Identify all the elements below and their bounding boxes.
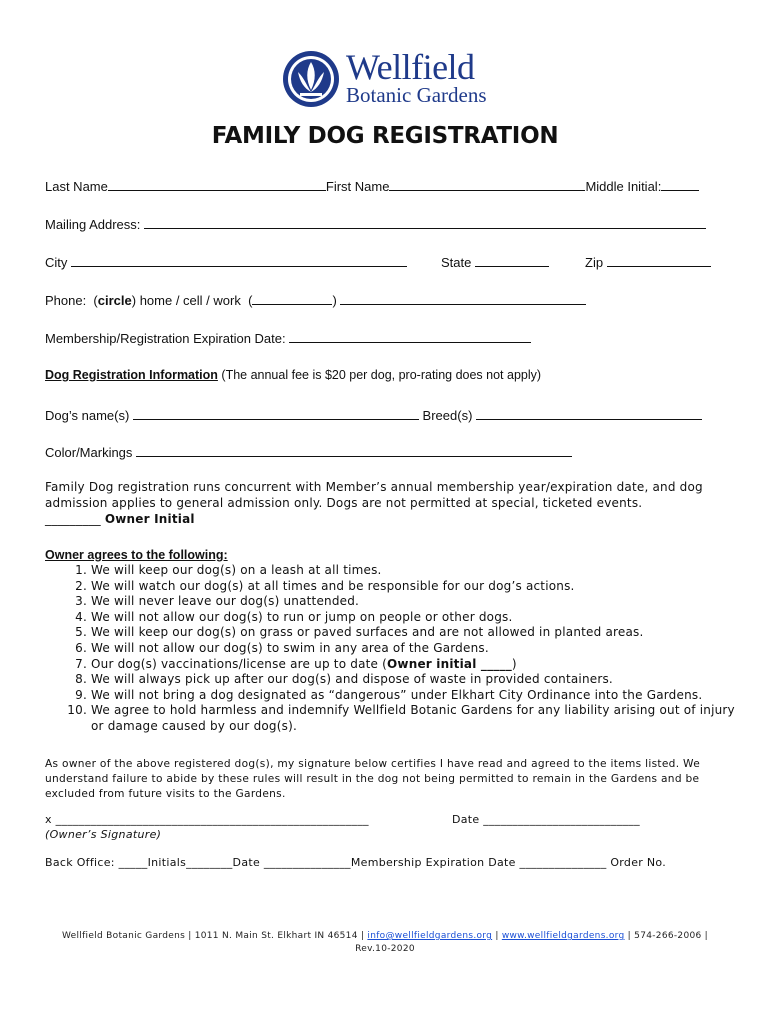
color-field[interactable] [136, 444, 572, 457]
dog-info-note: (The annual fee is $20 per dog, pro-rating does not apply) [221, 368, 542, 382]
rule-item: 6. We will not allow our dog(s) to swim in any area of the Gardens. [91, 641, 735, 657]
page-footer [0, 930, 770, 956]
owner-initial-label: Owner Initial [104, 512, 195, 526]
membership-exp-label: Membership/Registration Expiration Date: [45, 331, 286, 346]
dog-info-heading-row [45, 368, 541, 382]
area-code-field[interactable] [252, 292, 332, 305]
rules-heading: Owner agrees to the following: [45, 548, 228, 562]
rule-7-text: Our dog(s) vaccinations/license are up to date ( [91, 656, 388, 671]
dog-name-row [45, 407, 702, 423]
rules-heading-wrap [45, 548, 228, 562]
last-name-label: Last Name [45, 179, 108, 194]
state-group [441, 254, 549, 270]
rule-item: 1. We will keep our dog(s) on a leash at all times. [91, 563, 735, 579]
phone-circle-instruction: circle [97, 293, 132, 308]
city-field[interactable] [71, 254, 407, 267]
color-label: Color/Markings [45, 445, 133, 460]
page-title: FAMILY DOG REGISTRATION [211, 123, 559, 149]
state-field[interactable] [475, 254, 549, 267]
signature-date-line[interactable]: Date ___________________________ [452, 813, 640, 826]
first-name-field[interactable] [389, 178, 585, 191]
certification-paragraph: As owner of the above registered dog(s), my signature below certifies I have read and agreed to the items listed. We understand failure to abide by these rules will result in the dog not being permitted to remain in the Gardens and be excluded from future visits to the Gardens. [45, 758, 701, 800]
membership-exp-field[interactable] [289, 330, 531, 343]
rule-item: 2. We will watch our dog(s) at all times and be responsible for our dog’s actions. [91, 579, 735, 595]
rule-7-owner-initial[interactable]: Owner initial _____ [387, 656, 512, 671]
wellfield-logo [282, 47, 492, 112]
dog-name-label: Dog’s name(s) [45, 408, 130, 423]
dog-info-heading: Dog Registration Information [45, 368, 218, 382]
phone-number-field[interactable] [340, 292, 586, 305]
phone-row: Phone: (circle) home / cell / work ( ) [45, 292, 586, 308]
rule-7-close: ) [511, 656, 517, 671]
area-code-open: ( [248, 293, 253, 308]
name-row [45, 178, 699, 194]
lily-emblem-icon [282, 50, 340, 108]
rule-item-vaccinations [91, 657, 735, 673]
middle-initial-label: Middle Initial: [585, 179, 662, 194]
color-row [45, 444, 572, 460]
footer-revision: Rev.10-2020 [355, 944, 415, 954]
rule-item: 8. We will always pick up after our dog(s) and dispose of waste in provided containers. [91, 672, 735, 688]
middle-initial-field[interactable] [661, 178, 699, 191]
rule-item: 9. We will not bring a dog designated as “dangerous” under Elkhart City Ordinance into the Gardens. [91, 688, 735, 704]
mailing-address-label: Mailing Address: [45, 217, 141, 232]
dog-name-field[interactable] [133, 407, 419, 420]
logo-name: Wellfield [346, 47, 475, 87]
footer-separator: | [495, 931, 499, 941]
phone-type-options[interactable]: home / cell / work [139, 293, 241, 308]
zip-group [585, 254, 711, 270]
phone-label: Phone: [45, 293, 87, 308]
membership-exp-row [45, 330, 531, 346]
rules-list [45, 563, 735, 735]
mailing-address-row [45, 216, 706, 232]
owner-initial-line[interactable]: _________ [45, 512, 101, 526]
first-name-label: First Name [325, 179, 390, 194]
back-office-row: Back Office: _____Initials________Date _______________Membership Expiration Date _______________ Order No. [45, 856, 667, 869]
footer-email-link[interactable]: info@wellfieldgardens.org [367, 931, 493, 941]
rule-item: 4. We will not allow our dog(s) to run or jump on people or other dogs. [91, 610, 735, 626]
breed-field[interactable] [476, 407, 702, 420]
city-label: City [45, 255, 68, 270]
zip-field[interactable] [607, 254, 711, 267]
state-label: State [441, 255, 472, 270]
rules-list-wrap [45, 563, 735, 735]
city-row [45, 254, 407, 270]
zip-label: Zip [585, 255, 604, 270]
rule-item: 3. We will never leave our dog(s) unattended. [91, 594, 735, 610]
footer-website-link[interactable]: www.wellfieldgardens.org [501, 931, 625, 941]
last-name-field[interactable] [108, 178, 326, 191]
signature-line[interactable]: x ______________________________________________________ [45, 813, 369, 826]
rule-item: 5. We will keep our dog(s) on grass or paved surfaces and are not allowed in planted areas. [91, 625, 735, 641]
concurrent-paragraph [45, 479, 735, 527]
footer-phone: | 574-266-2006 | [627, 931, 709, 941]
breed-label: Breed(s) [422, 408, 473, 423]
rule-item: 10. We agree to hold harmless and indemnify Wellfield Botanic Gardens for any liability arising out of injury or damage caused by our dog(s). [91, 703, 735, 734]
logo-subtitle: Botanic Gardens [346, 83, 487, 107]
footer-address: Wellfield Botanic Gardens | 1011 N. Main St. Elkhart IN 46514 | [61, 931, 365, 941]
mailing-address-field[interactable] [144, 216, 706, 229]
signature-caption: (Owner’s Signature) [45, 828, 162, 841]
area-code-close: ) [332, 293, 337, 308]
concurrent-text: Family Dog registration runs concurrent with Member’s annual membership year/expiration date, and dog admission applies to general admission only. Dogs are not permitted at special, ticketed events. [45, 480, 703, 510]
